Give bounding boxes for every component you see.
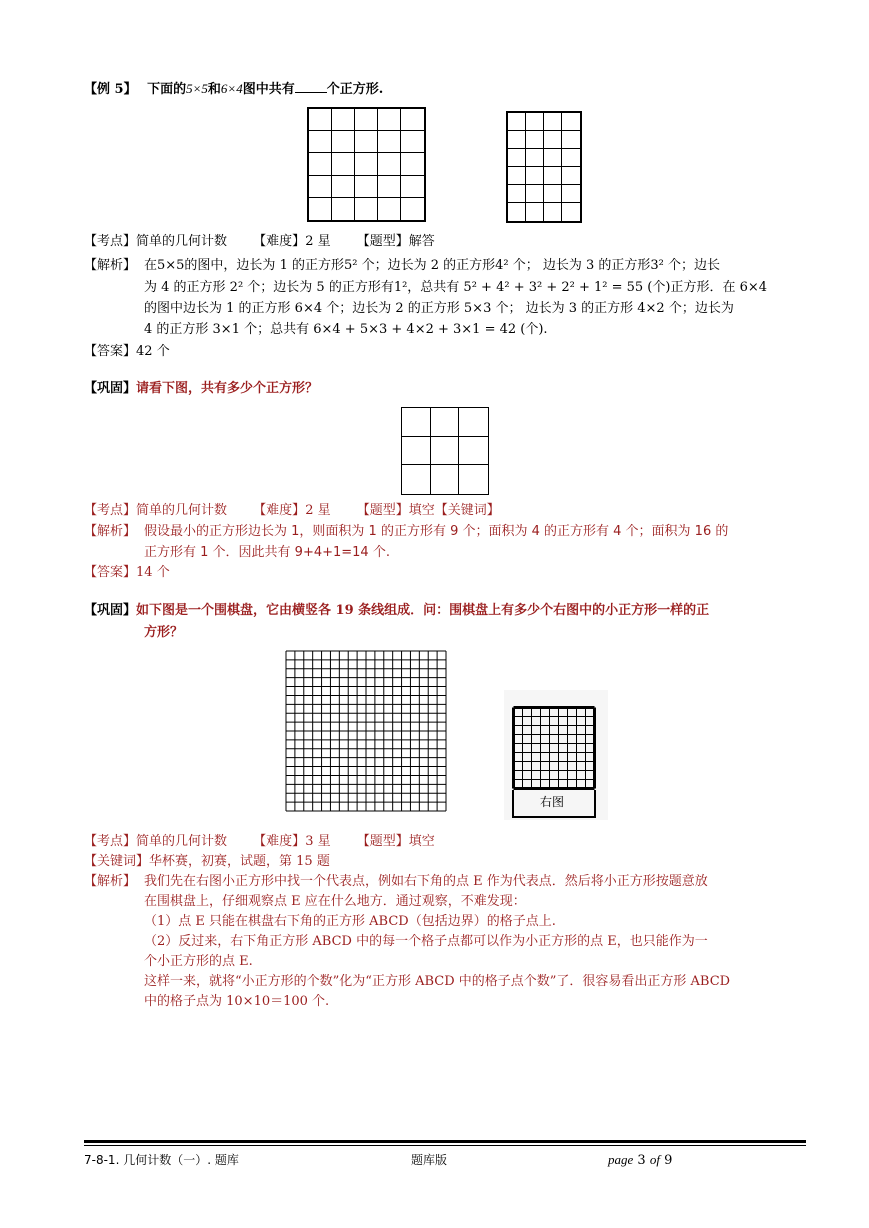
grid-6x4-figure	[506, 111, 582, 223]
consolidation-2-question-cont: 方形？	[144, 625, 184, 640]
consolidation-2-keywords: 【关键词】华杯赛，初赛，试题，第 15 题	[84, 854, 330, 869]
consolidation-2-analysis-line: 在围棋盘上，仔细观察点 E 应在什么地方．通过观察，不难发现：	[144, 894, 526, 909]
example-label: 【例 5】	[84, 82, 137, 97]
consolidation-2-analysis-line: （2）反过来，右下角正方形 ABCD 中的每一个格子点都可以作为小正方形的点 E，也只能作为一	[144, 934, 708, 949]
consolidation-1-answer: 【答案】14 个	[84, 565, 170, 580]
example-5-analysis-line: 的图中边长为 1 的正方形 6×4 个；边长为 2 的正方形 5×3 个； 边长为 3 的正方形 4×2 个；边长为	[144, 301, 734, 316]
small-square-figure	[512, 706, 596, 790]
example-5-question: 【例 5】 下面的5×5和6×4图中共有 个正方形.	[84, 78, 383, 100]
footer-center-text: 题库版	[411, 1153, 448, 1167]
consolidation-1-question: 【巩固】请看下图，共有多少个正方形？	[84, 381, 319, 396]
example-5-analysis-line: 4 的正方形 3×1 个；总共有 6×4 + 5×3 + 4×2 + 3×1 = 42 (个).	[144, 322, 548, 337]
grid-3x3-figure	[401, 407, 489, 495]
go-board-figure	[285, 650, 447, 812]
consolidation-2-analysis-line: 这样一来，就将“小正方形的个数”化为“正方形 ABCD 中的格子点个数”了．很容易看出正方形 ABCD	[144, 974, 731, 989]
right-figure-caption: 右图	[540, 795, 565, 809]
consolidation-2-analysis-line: 我们先在右图小正方形中找一个代表点，例如右下角的点 E 作为代表点．然后将小正方形按题意放	[144, 874, 708, 889]
consolidation-2-analysis-line: 中的格子点为 10×10＝100 个.	[144, 994, 330, 1009]
example-5-analysis-line: 在5×5的图中，边长为 1 的正方形5² 个；边长为 2 的正方形4² 个； 边长为 3 的正方形3² 个；边长	[144, 258, 721, 273]
example-5-answer: 【答案】42 个	[84, 344, 170, 359]
footer-page-number: page 3 of 9	[608, 1152, 673, 1168]
consolidation-1-analysis-line: 正方形有 1 个．因此共有 9+4+1=14 个.	[144, 545, 390, 560]
example-5-analysis-label: 【解析】	[84, 258, 137, 273]
consolidation-1-analysis-line: 假设最小的正方形边长为 1，则面积为 1 的正方形有 9 个；面积为 4 的正方形有 4 个；面积为 16 的	[144, 524, 729, 539]
consolidation-1-analysis-label: 【解析】	[84, 524, 137, 539]
answer-blank	[295, 78, 327, 93]
footer-left-text: 7-8-1. 几何计数（一）. 题库	[84, 1153, 239, 1167]
consolidation-2-analysis-line: （1）点 E 只能在棋盘右下角的正方形 ABCD（包括边界）的格子点上.	[144, 914, 556, 929]
footer-rule-thin	[84, 1145, 806, 1146]
consolidation-1-meta: 【考点】简单的几何计数 【难度】2 星 【题型】填空【关键词】	[84, 503, 500, 518]
consolidation-2-meta: 【考点】简单的几何计数 【难度】3 星 【题型】填空	[84, 834, 435, 849]
consolidation-2-question: 【巩固】如下图是一个围棋盘，它由横竖各 19 条线组成．问：围棋盘上有多少个右图中的小正方形一样的正	[84, 603, 710, 618]
example-5-analysis-line: 为 4 的正方形 2² 个；边长为 5 的正方形有1²，总共有 5² + 4² + 3² + 2² + 1² = 55 (个)正方形．在 6×4	[144, 280, 768, 295]
grid-5x5-figure	[307, 107, 426, 222]
consolidation-2-analysis-label: 【解析】	[84, 874, 137, 889]
example-5-meta: 【考点】简单的几何计数 【难度】2 星 【题型】解答	[84, 234, 435, 249]
footer-rule-thick	[84, 1140, 806, 1143]
consolidation-2-analysis-line: 个小正方形的点 E.	[144, 954, 253, 969]
